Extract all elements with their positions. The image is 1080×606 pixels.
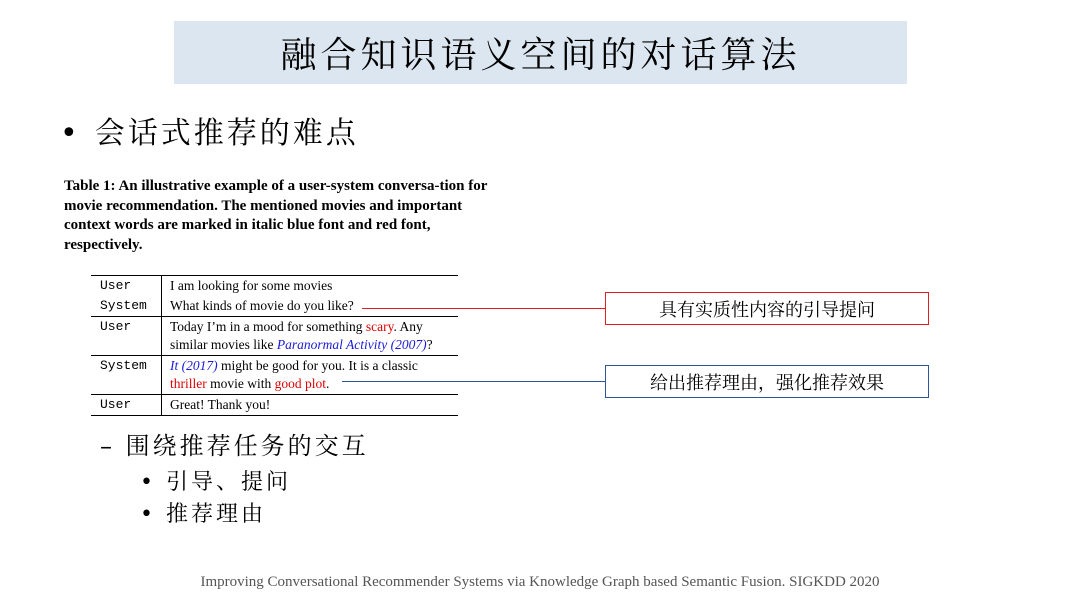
role-cell: User xyxy=(91,276,162,297)
sub-item-text: 推荐理由 xyxy=(165,502,266,527)
movie-mention: Paranormal Activity (2007) xyxy=(276,337,427,352)
message-text: similar movies like xyxy=(170,337,277,352)
bullet-dot: • xyxy=(60,116,81,151)
annotation-box-recommendation-reason: 给出推荐理由，强化推荐效果 xyxy=(605,365,929,398)
slide-title: 融合知识语义空间的对话算法 xyxy=(280,35,801,76)
sub-bullet xyxy=(100,426,369,461)
table-row xyxy=(91,395,458,416)
table-caption: Table 1: An illustrative example of a user-system conversa-tion for movie recommendation. The mentioned movies and important context words are marked in italic blue font and red font, respectively. xyxy=(64,178,488,253)
annotation-connector-red xyxy=(362,308,605,309)
annotation-connector-blue xyxy=(342,381,605,382)
message-cell xyxy=(162,317,459,356)
message-text: might be good for you. It is a classic xyxy=(217,358,418,373)
bullet-dot: • xyxy=(140,502,156,527)
table-row xyxy=(91,296,458,317)
context-word: scary xyxy=(365,319,394,334)
table-row xyxy=(91,356,458,395)
message-cell: What kinds of movie do you like? xyxy=(170,298,354,313)
message-text: movie with xyxy=(206,376,275,391)
bullet-dot: • xyxy=(140,470,156,495)
table-row xyxy=(91,276,458,297)
conversation-table xyxy=(91,275,458,416)
table-row xyxy=(91,317,458,356)
dash-marker: – xyxy=(100,432,126,460)
title-banner xyxy=(174,21,907,84)
context-word: thriller xyxy=(170,376,207,391)
citation-footer: Improving Conversational Recommender Systems via Knowledge Graph based Semantic Fusion. SIGKDD 2020 xyxy=(200,574,880,590)
role-cell: System xyxy=(91,296,162,317)
role-cell: System xyxy=(91,356,162,395)
message-text: Today I’m in a mood for something xyxy=(170,319,366,334)
movie-mention: It (2017) xyxy=(170,358,218,373)
message-text: . xyxy=(326,376,330,391)
role-cell: User xyxy=(91,317,162,356)
main-bullet-text: 会话式推荐的难点 xyxy=(94,116,359,151)
sub-heading-text: 围绕推荐任务的交互 xyxy=(125,432,369,460)
role-cell: User xyxy=(91,395,162,416)
main-bullet xyxy=(60,108,359,152)
message-text: . Any xyxy=(393,319,423,334)
annotation-box-guided-question: 具有实质性内容的引导提问 xyxy=(605,292,929,325)
message-cell: Great! Thank you! xyxy=(162,395,459,416)
sub-item xyxy=(140,465,291,496)
sub-item-text: 引导、提问 xyxy=(165,470,291,495)
context-word: good plot xyxy=(274,376,327,391)
message-cell: I am looking for some movies xyxy=(170,278,333,293)
message-cell xyxy=(162,356,459,395)
message-text: ? xyxy=(426,337,433,352)
sub-item xyxy=(140,497,266,528)
